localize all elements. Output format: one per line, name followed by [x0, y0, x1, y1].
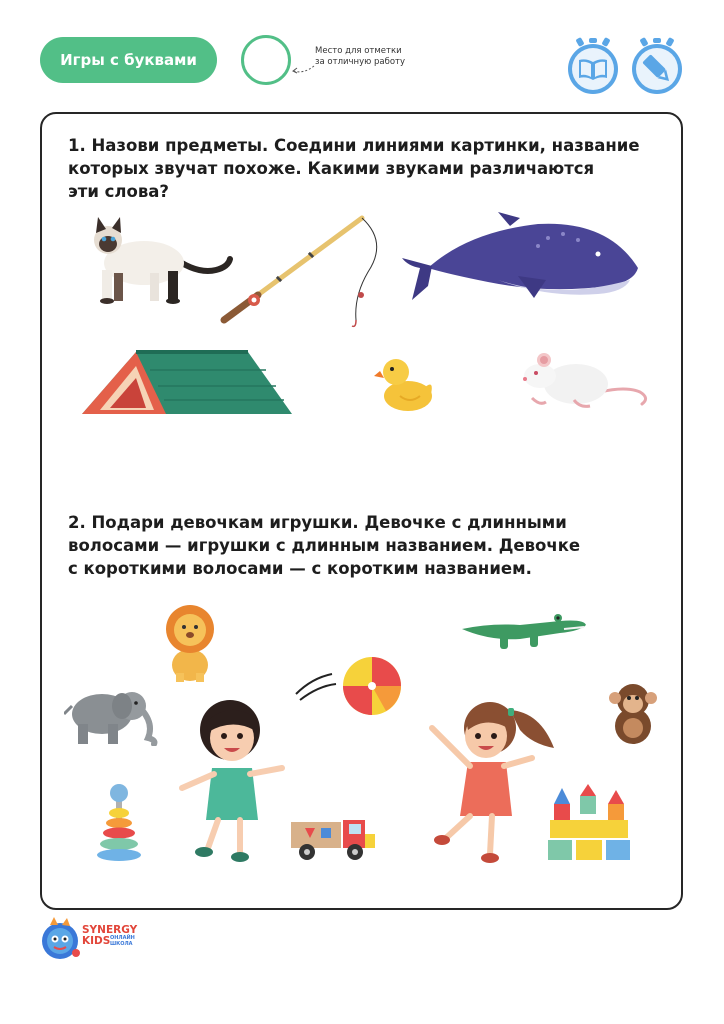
grade-mark-note — [315, 46, 435, 68]
task1-text — [68, 134, 640, 203]
brand-subtitle-line1: ОНЛАЙН — [110, 935, 135, 941]
whale-picture — [398, 210, 644, 306]
task1-line2: которых звучат похоже. Какими звуками различаются — [68, 159, 595, 178]
topic-label: Игры с буквами — [40, 37, 217, 83]
pyramid-toy-picture — [94, 783, 144, 863]
task2-text — [68, 511, 580, 580]
task2-line1: 2. Подари девочкам игрушки. Девочке с длинными — [68, 513, 567, 532]
pencil-icon — [628, 36, 686, 96]
book-icon — [564, 36, 622, 96]
cat-picture — [86, 215, 234, 307]
girl-long-hair-picture — [420, 698, 558, 864]
task1-line3: эти слова? — [68, 182, 169, 201]
task2-line3: с короткими волосами — с коротким названием. — [68, 559, 532, 578]
truck-toy-picture — [289, 816, 377, 862]
dashed-arrow-icon — [290, 62, 316, 76]
roof-picture — [80, 348, 294, 420]
task2-line2: волосами — игрушки с длинным названием. Девочке — [68, 536, 581, 555]
brand-subtitle — [110, 936, 135, 947]
brand-synergy: SYNERGY — [82, 924, 138, 936]
brand-kids: KIDS — [82, 935, 111, 947]
lion-picture — [162, 603, 218, 683]
rat-picture — [516, 346, 652, 414]
monkey-picture — [603, 680, 665, 746]
elephant-picture — [64, 684, 158, 746]
grade-mark-circle — [241, 35, 291, 85]
crocodile-picture — [460, 611, 588, 655]
blocks-toy-picture — [546, 784, 632, 862]
duck-picture — [374, 354, 436, 414]
fishing-rod-picture — [218, 212, 386, 332]
brand-subtitle-line2: ШКОЛА — [110, 940, 133, 947]
girl-short-hair-picture — [178, 696, 292, 864]
task1-line1: 1. Назови предметы. Соедини линиями картинки, название — [68, 136, 640, 155]
mascot-icon — [40, 915, 82, 961]
grade-mark-note-line2: за отличную работу — [315, 57, 406, 67]
synergy-kids-logo — [40, 915, 150, 961]
ball-picture — [294, 654, 404, 718]
grade-mark-note-line1: Место для отметки — [315, 46, 402, 56]
